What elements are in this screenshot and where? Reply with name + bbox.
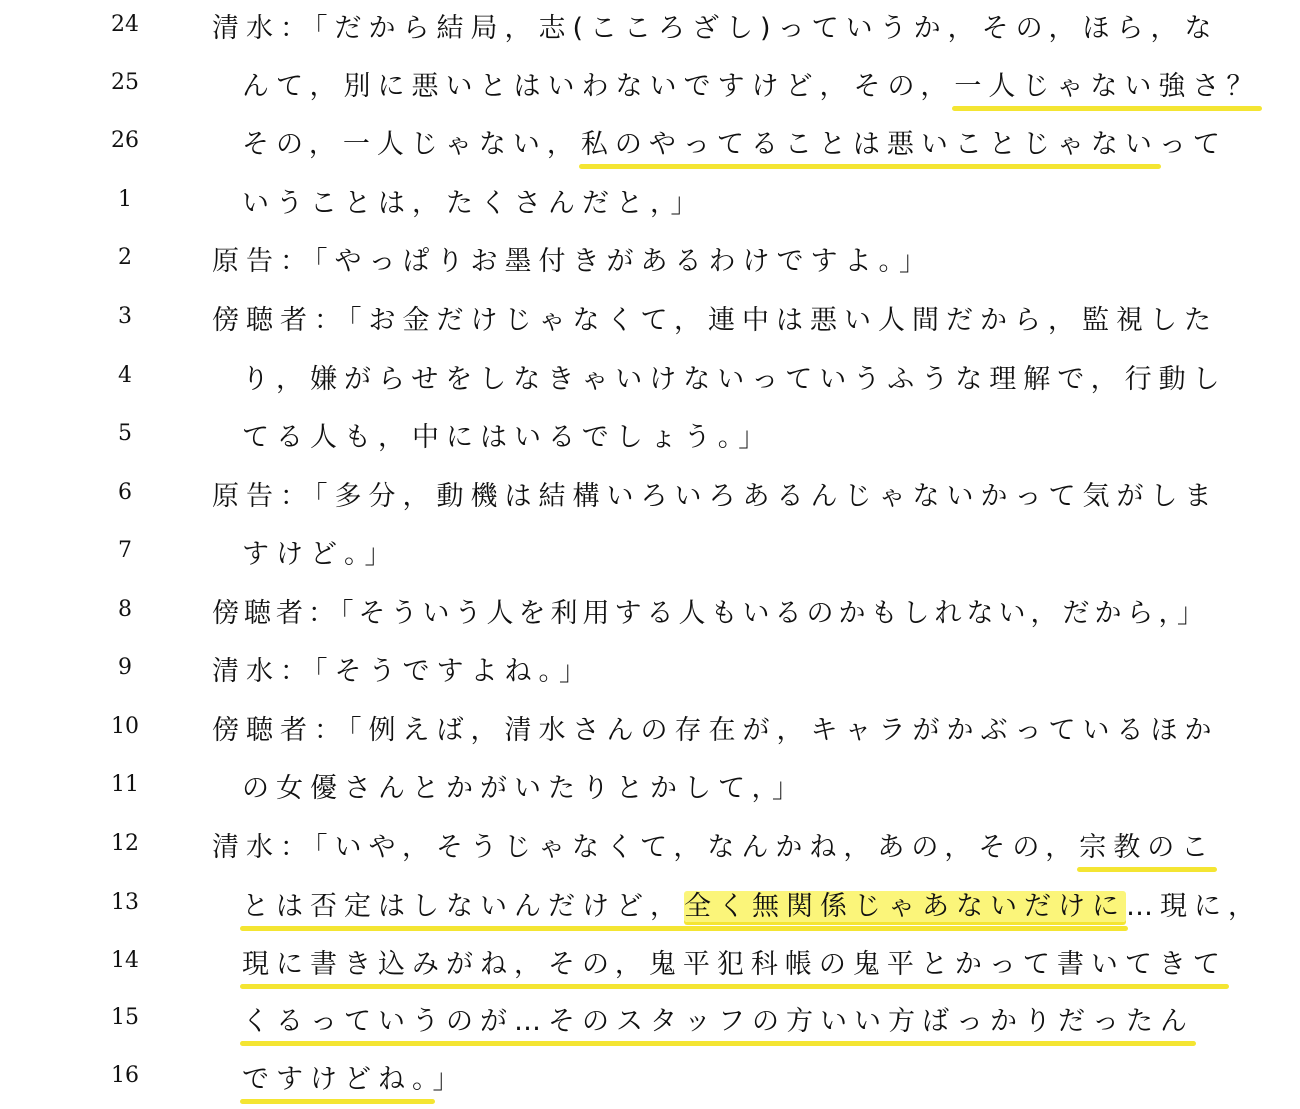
- transcript-line-26: [0, 116, 1300, 174]
- line-text-plain: って: [1158, 129, 1227, 160]
- underline-highlight: くるっていうのが…そのスタッフの方いい方ばっかりだったん: [242, 1006, 1194, 1037]
- line-number: 16: [111, 1063, 139, 1088]
- line-number: 12: [111, 831, 139, 856]
- line-text: 清水：「だから結局，志(こころざし)っていうか，その，ほら，な: [212, 13, 1219, 44]
- line-text: [242, 884, 1262, 923]
- line-text: 原告：「やっぱりお墨付きがあるわけですよ。」: [212, 246, 933, 277]
- line-number: 7: [118, 538, 132, 563]
- transcript-line-12: [0, 819, 1300, 877]
- line-text: すけど。」: [242, 539, 399, 570]
- line-number: 3: [118, 304, 132, 329]
- line-text: [242, 942, 1227, 981]
- transcript-line-3: [0, 292, 1300, 350]
- line-text-plain: 清水：「いや，そうじゃなくて，なんかね，あの，その，: [212, 832, 1080, 863]
- underline-highlight: とは否定はしないんだけど，: [242, 891, 684, 922]
- marker-highlight: 全く無関係じゃあないだけに: [684, 891, 1126, 922]
- transcript-line-2: [0, 233, 1300, 291]
- line-text-plain: その，一人じゃない，: [242, 129, 581, 160]
- line-text-plain: …現に，: [1126, 891, 1262, 922]
- transcript-line-4: [0, 351, 1300, 409]
- transcript-line-13: [0, 878, 1300, 936]
- line-number: 15: [111, 1005, 139, 1030]
- underline-highlight: 宗教のこ: [1079, 832, 1216, 863]
- line-text: てる人も，中にはいるでしょう。」: [242, 422, 773, 453]
- line-text: 清水：「そうですよね。」: [212, 656, 593, 687]
- line-text-plain: んて，別に悪いとはいわないですけど，その，: [242, 71, 955, 102]
- line-number: 13: [111, 890, 139, 915]
- line-number: 6: [118, 480, 132, 505]
- line-text: 原告：「多分，動機は結構いろいろあるんじゃないかって気がしま: [212, 481, 1219, 512]
- line-text: り，嫌がらせをしなきゃいけないっていうふうな理解で，行動し: [242, 364, 1227, 395]
- transcript-line-11: [0, 760, 1300, 818]
- transcript-line-1: [0, 175, 1300, 233]
- underline-highlight: 現に書き込みがね，その，鬼平犯科帳の鬼平とかって書いてきて: [242, 949, 1227, 980]
- transcript-line-5: [0, 409, 1300, 467]
- underline-highlight: 私のやってることは悪いことじゃない: [580, 129, 1159, 160]
- line-text: [242, 1057, 1227, 1096]
- line-number: 5: [118, 421, 132, 446]
- transcript-line-14: [0, 936, 1300, 994]
- line-number: 26: [111, 128, 139, 153]
- line-number: 25: [111, 70, 139, 95]
- line-text: [242, 122, 1227, 161]
- line-number: 2: [118, 245, 132, 270]
- line-text: 傍聴者：「例えば，清水さんの存在が，キャラがかぶっているほか: [212, 715, 1219, 746]
- line-number: 10: [111, 714, 139, 739]
- line-text: [242, 999, 1227, 1038]
- transcript-line-15: [0, 993, 1300, 1051]
- line-number: 8: [118, 597, 132, 622]
- line-number: 11: [111, 772, 139, 797]
- line-number: 4: [118, 363, 132, 388]
- transcript-line-25: [0, 58, 1300, 116]
- transcript-line-7: [0, 526, 1300, 584]
- line-number: 14: [111, 948, 139, 973]
- underline-highlight: ですけどね。: [242, 1064, 433, 1095]
- transcript-line-6: [0, 468, 1300, 526]
- line-text: [212, 825, 1216, 864]
- transcript-line-16: [0, 1051, 1300, 1109]
- line-text: 傍聴者：「そういう人を利用する人もいるのかもしれない，だから，」: [212, 598, 1209, 629]
- line-text: の女優さんとかがいたりとかして，」: [242, 773, 806, 804]
- transcript-line-10: [0, 702, 1300, 760]
- transcript-line-24: [0, 0, 1300, 58]
- line-number: 24: [111, 12, 139, 37]
- line-text: 傍聴者：「お金だけじゃなくて，連中は悪い人間だから，監視した: [212, 305, 1218, 336]
- transcript-line-9: [0, 643, 1300, 701]
- transcript-line-8: [0, 585, 1300, 643]
- line-text-plain: 」: [432, 1064, 467, 1095]
- line-number: 1: [118, 187, 132, 212]
- line-number: 9: [118, 655, 132, 680]
- underline-highlight: 一人じゃない強さ？: [954, 71, 1261, 102]
- line-text: いうことは，たくさんだと，」: [242, 188, 705, 219]
- line-text: [242, 64, 1261, 103]
